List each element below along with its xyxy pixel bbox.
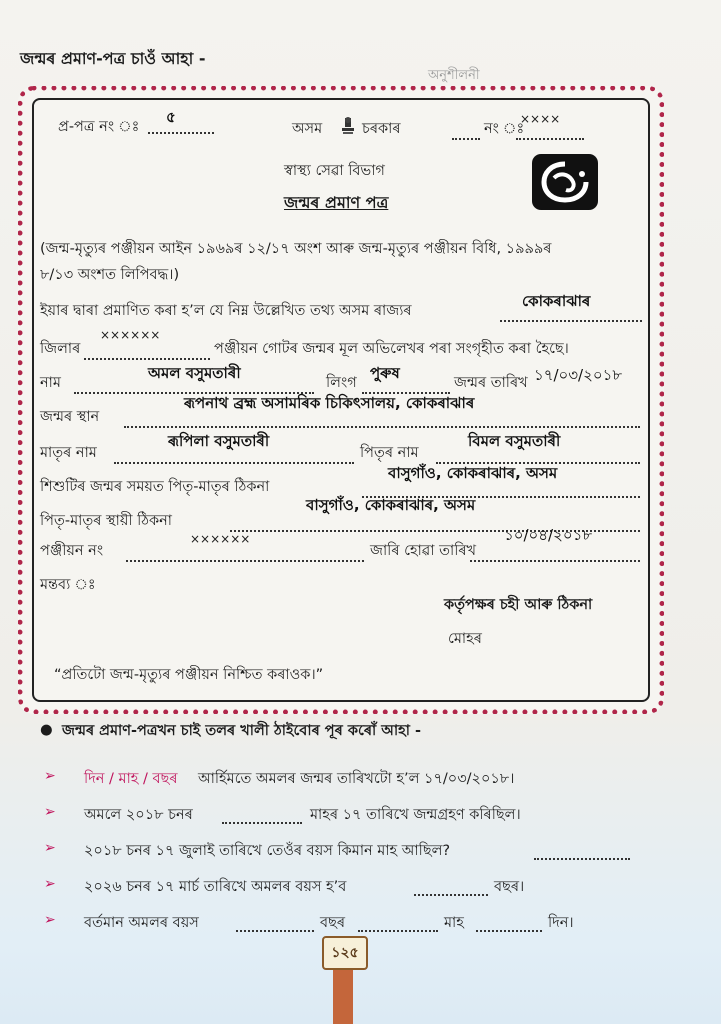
arrow-icon: ➢ (44, 768, 56, 784)
father-value: বিমল বসুমতাৰী (468, 432, 561, 450)
name-label: নাম (40, 375, 61, 391)
address-birth-value: বাসুগাঁও, কোকৰাঝাৰ, অসম (388, 464, 558, 482)
arrow-icon: ➢ (44, 840, 56, 856)
district-label: জিলাৰ (40, 341, 81, 357)
q5-blank-years[interactable] (236, 916, 314, 932)
q1-words: দিন / মাহ / বছৰ (84, 771, 178, 787)
form-no-line (148, 118, 214, 134)
reg-no-label: পঞ্জীয়ন নং (40, 543, 104, 559)
issue-date-value: ১০/০৪/২০১৮ (504, 526, 593, 544)
no-line (516, 124, 584, 140)
certify-value: কোকৰাঝাৰ (522, 292, 591, 310)
q3-blank[interactable] (534, 844, 630, 860)
gender-label: লিংগ (326, 375, 357, 391)
father-label: পিতৃৰ নাম (360, 445, 419, 461)
q5-blank-days[interactable] (476, 916, 542, 932)
q2-part-a: অমলে ২০১৮ চনৰ (84, 807, 193, 823)
remarks-label: মন্তব্য ঃ (40, 577, 96, 593)
act-line-1: (জন্ম-মৃত্যুৰ পঞ্জীয়ন আইন ১৯৬৯ৰ ১২/১৭ অংশ আৰু জন্ম-মৃত্যুৰ পঞ্জীয়ন বিধি, ১৯৯৯ৰ (40, 241, 552, 257)
dob-label: জন্মৰ তাৰিখ (454, 375, 528, 391)
nhm-logo-icon (532, 154, 598, 210)
certify-text: ইয়াৰ দ্বাৰা প্ৰমাণিত কৰা হ’ল যে নিম্ন উল্লেখিত তথ্য অসম ৰাজ্যৰ (40, 303, 412, 319)
reg-no-value: ×××××× (190, 532, 251, 546)
reg-no-line (126, 546, 364, 562)
instruction: জন্মৰ প্ৰমাণ-পত্ৰখন চাই তলৰ খালী ঠাইবোৰ পূৰ কৰোঁ আহা - (62, 723, 422, 739)
arrow-icon: ➢ (44, 804, 56, 820)
form-no-value: ৫ (166, 108, 176, 126)
arrow-icon: ➢ (44, 912, 56, 928)
instruction-bullet: ● (40, 722, 53, 738)
issue-date-label: জাৰি হোৱা তাৰিখ (370, 543, 477, 559)
address-perm-label: পিতৃ-মাতৃৰ স্থায়ী ঠিকনা (40, 513, 173, 529)
mother-label: মাতৃৰ নাম (40, 445, 97, 461)
state-emblem-icon (339, 116, 357, 136)
arrow-icon: ➢ (44, 876, 56, 892)
address-perm-value: বাসুগাঁও, কোকৰাঝাৰ, অসম (306, 496, 476, 514)
page-number-stand (333, 968, 353, 1024)
district-value: ×××××× (100, 328, 161, 342)
q1-rest: আৰ্হিমতে অমলৰ জন্মৰ তাৰিখটো হ’ল ১৭/০৩/২০১৮। (198, 771, 515, 787)
birthplace-label: জন্মৰ স্থান (40, 409, 100, 425)
no-label: নং ঃ (484, 121, 525, 137)
q5-part-b: বছৰ (320, 915, 346, 931)
authority-signature: কৰ্তৃপক্ষৰ চহী আৰু ঠিকনা (444, 597, 593, 613)
name-value: অমল বসুমতাৰী (148, 364, 241, 382)
q2-part-b: মাহৰ ১৭ তাৰিখে জন্মগ্ৰহণ কৰিছিল। (310, 807, 521, 823)
govt-right: চৰকাৰ (362, 121, 401, 137)
form-no-label: প্ৰ-পত্ৰ নং ঃ (58, 119, 140, 135)
birthplace-value: ৰূপনাথ ব্ৰহ্ম অসামৰিক চিকিৎসালয়, কোকৰাঝাৰ (184, 394, 475, 412)
slogan: “প্ৰতিটো জন্ম-মৃত্যুৰ পঞ্জীয়ন নিশ্চিত কৰাওক।” (54, 667, 324, 683)
page-heading: জন্মৰ প্ৰমাণ-পত্ৰ চাওঁ আহা - (20, 49, 206, 68)
q5-part-d: দিন। (548, 915, 574, 931)
seal-label: মোহৰ (448, 631, 482, 647)
address-birth-label: শিশুটিৰ জন্মৰ সময়ত পিতৃ-মাতৃৰ ঠিকনা (40, 479, 270, 495)
gender-value: পুৰুষ (370, 364, 400, 382)
q5-blank-months[interactable] (358, 916, 438, 932)
certificate-title: জন্মৰ প্ৰমাণ পত্ৰ (284, 193, 389, 212)
district-rest: পঞ্জীয়ন গোটৰ জন্মৰ মূল অভিলেখৰ পৰা সংগৃহীত কৰা হৈছে। (214, 341, 569, 357)
q2-blank[interactable] (222, 808, 302, 824)
act-line-2: ৮/১৩ অংশত লিপিবদ্ধ।) (40, 267, 180, 283)
q4-part-b: বছৰ। (494, 879, 525, 895)
q3: ২০১৮ চনৰ ১৭ জুলাই তাৰিখে তেওঁৰ বয়স কিমান মাহ আছিল? (84, 843, 451, 859)
nhm-logo (532, 154, 598, 210)
q5-part-c: মাহ (444, 915, 464, 931)
q5-part-a: বৰ্তমান অমলৰ বয়স (84, 915, 199, 931)
dob-value: ১৭/০৩/২০১৮ (534, 366, 623, 384)
mother-value: ৰূপিলা বসুমতাৰী (168, 432, 270, 450)
no-value: ×××× (520, 112, 561, 126)
corner-text: অনুশীলনী (428, 68, 480, 83)
q4-blank[interactable] (414, 880, 488, 896)
district-line (84, 344, 210, 360)
department: স্বাস্থ্য সেৱা বিভাগ (284, 163, 385, 179)
govt-left: অসম (292, 121, 323, 137)
no-prefix-line (452, 124, 480, 140)
q4-part-a: ২০২৬ চনৰ ১৭ মাৰ্চ তাৰিখে অমলৰ বয়স হ’ব (84, 879, 347, 895)
page-number: ১২৫ (322, 936, 368, 970)
